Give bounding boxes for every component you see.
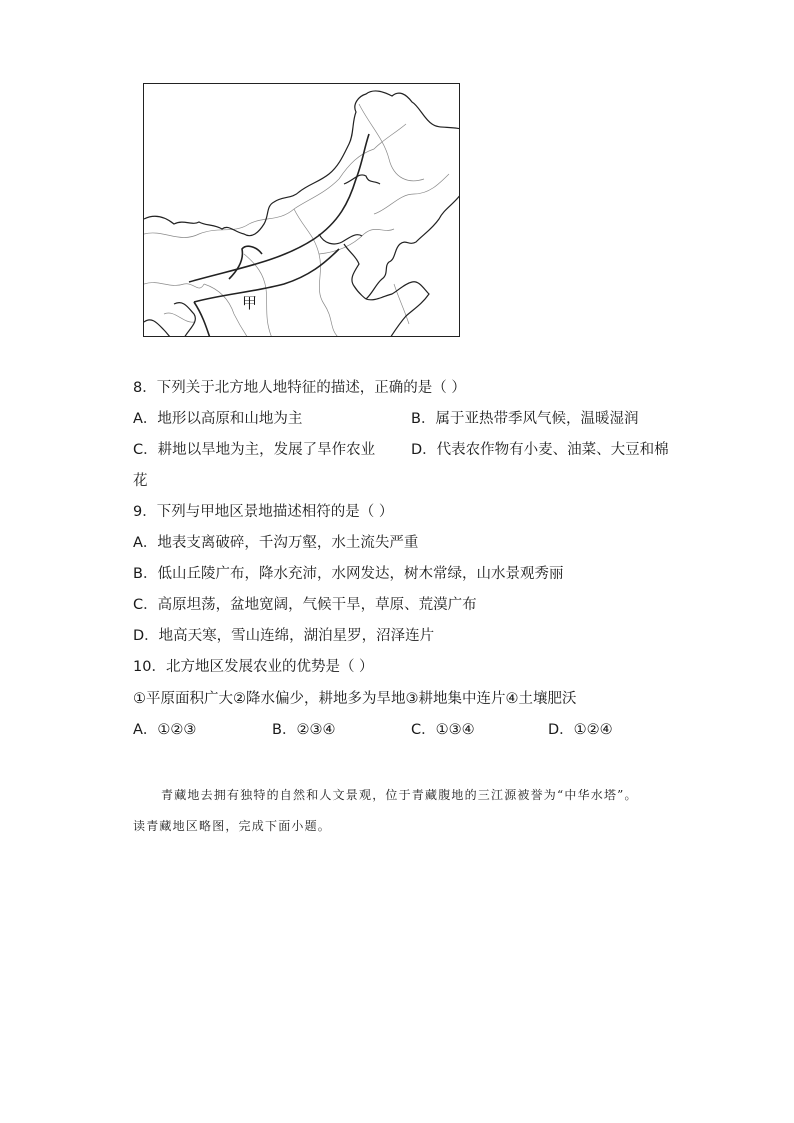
q9-option-a: A．地表支离破碎，千沟万壑，水土流失严重 xyxy=(133,535,419,551)
q9-option-d: D．地高天寒，雪山连绵，湖泊星罗，沼泽连片 xyxy=(133,628,435,644)
q8-option-c: C．耕地以旱地为主，发展了旱作农业 xyxy=(133,442,376,458)
q8-stem: 8．下列关于北方地人地特征的描述，正确的是（ ） xyxy=(133,380,466,396)
q8-option-b: B．属于亚热带季风气候，温暖湿润 xyxy=(411,411,639,427)
map-label-jia: 甲 xyxy=(242,294,258,312)
map-drawing xyxy=(144,84,460,337)
north-china-map xyxy=(143,83,460,337)
q8-option-d: D．代表农作物有小麦、油菜、大豆和棉 xyxy=(411,442,669,458)
q8-option-a: A．地形以高原和山地为主 xyxy=(133,411,303,427)
intro-paragraph-line-1: 青藏地去拥有独特的自然和人文景观，位于青藏腹地的三江源被誉为“中华水塔”。 xyxy=(161,788,638,802)
q8-option-d-continued: 花 xyxy=(133,473,148,489)
q10-option-a: A．①②③ xyxy=(133,722,197,738)
q9-stem: 9．下列与甲地区景地描述相符的是（ ） xyxy=(133,504,394,520)
q10-option-b: B．②③④ xyxy=(272,722,336,738)
intro-paragraph-line-2: 读青藏地区略图，完成下面小题。 xyxy=(133,819,332,833)
q10-statements: ①平原面积广大②降水偏少，耕地多为旱地③耕地集中连片④土壤肥沃 xyxy=(133,691,577,707)
q10-option-c: C．①③④ xyxy=(411,722,475,738)
q10-option-d: D．①②④ xyxy=(548,722,613,738)
q9-option-c: C．高原坦荡，盆地宽阔，气候干旱，草原、荒漠广布 xyxy=(133,597,477,613)
q10-stem: 10．北方地区发展农业的优势是（ ） xyxy=(133,659,374,675)
q9-option-b: B．低山丘陵广布，降水充沛，水网发达，树木常绿，山水景观秀丽 xyxy=(133,566,564,582)
